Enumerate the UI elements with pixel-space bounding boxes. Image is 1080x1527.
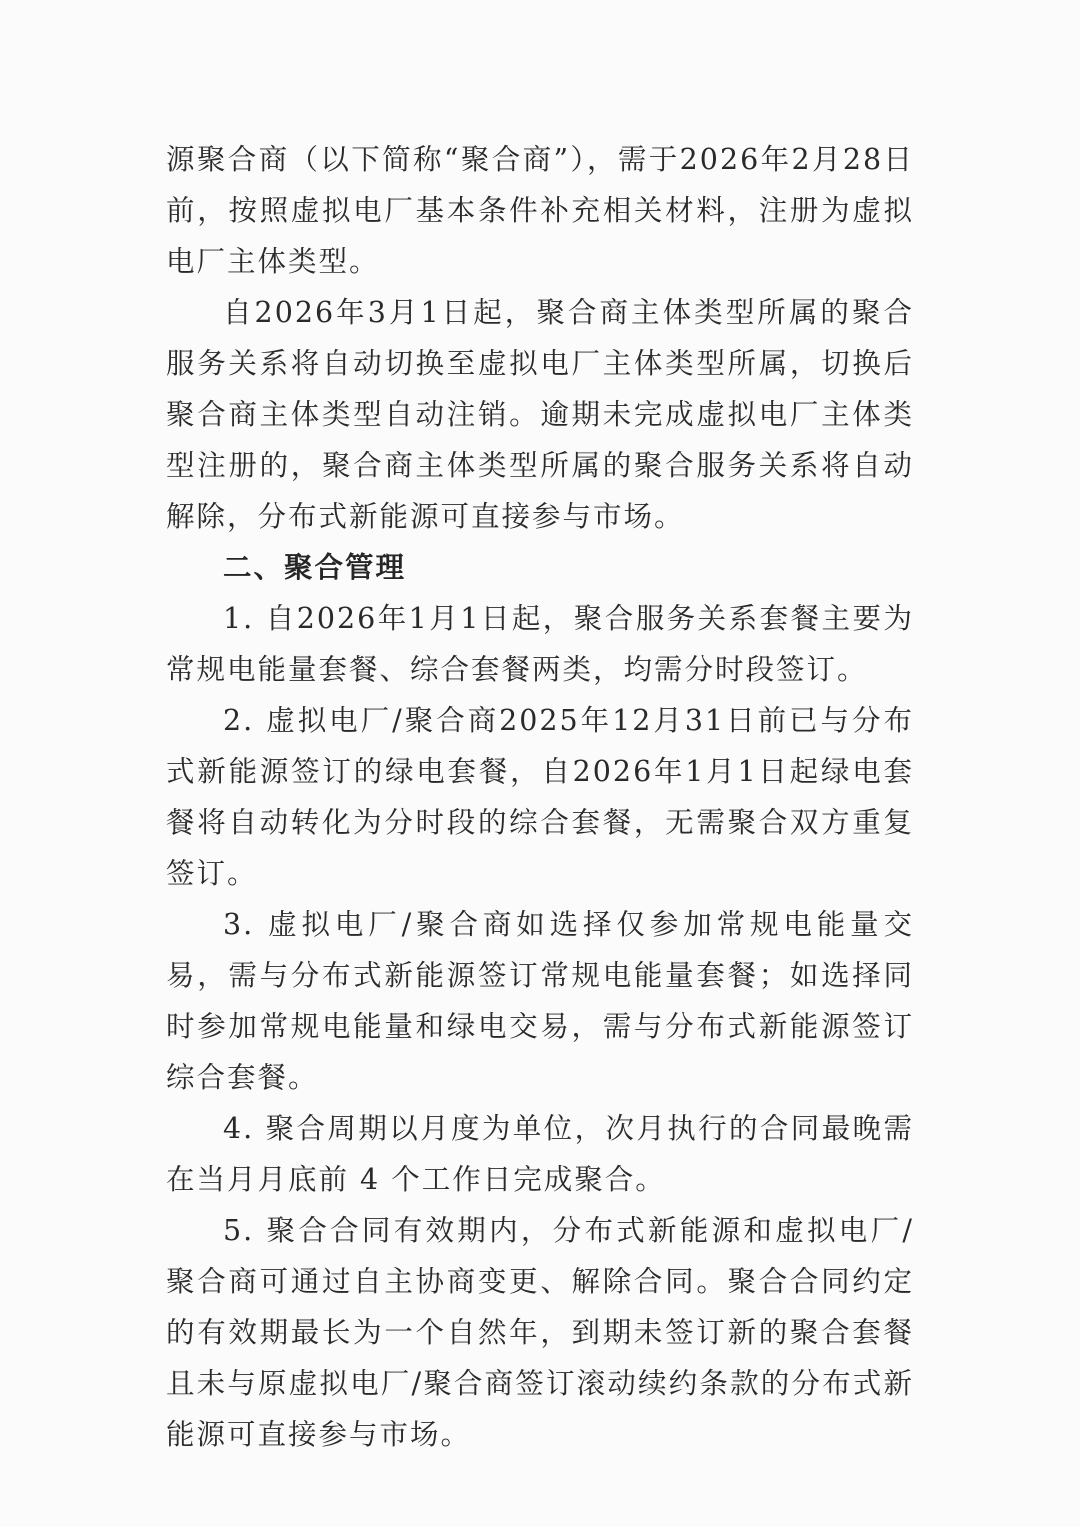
list-item-1: 1. 自2026年1月1日起，聚合服务关系套餐主要为常规电能量套餐、综合套餐两类，均需分时段签订。 — [166, 602, 914, 686]
section-heading: 二、聚合管理 — [223, 551, 407, 584]
list-item-5: 5. 聚合合同有效期内，分布式新能源和虚拟电厂/聚合商可通过自主协商变更、解除合同。聚合合同约定的有效期最长为一个自然年，到期未签订新的聚合套餐且未与原虚拟电厂/聚合商签订滚动续约条款的分布式新能源可直接参与市场。 — [166, 1214, 914, 1451]
list-item-2: 2. 虚拟电厂/聚合商2025年12月31日前已与分布式新能源签订的绿电套餐，自2026年1月1日起绿电套餐将自动转化为分时段的综合套餐，无需聚合双方重复签订。 — [166, 704, 915, 890]
paragraph-continuation: 源聚合商（以下简称“聚合商”），需于2026年2月28日前，按照虚拟电厂基本条件补充相关材料，注册为虚拟电厂主体类型。 — [166, 143, 914, 278]
document-body — [166, 134, 914, 1460]
list-item-4: 4. 聚合周期以月度为单位，次月执行的合同最晚需在当月月底前 4 个工作日完成聚合。 — [166, 1112, 914, 1196]
list-item-3: 3. 虚拟电厂/聚合商如选择仅参加常规电能量交易，需与分布式新能源签订常规电能量套餐；如选择同时参加常规电能量和绿电交易，需与分布式新能源签订综合套餐。 — [166, 908, 914, 1094]
paragraph-switch-rule: 自2026年3月1日起，聚合商主体类型所属的聚合服务关系将自动切换至虚拟电厂主体类型所属，切换后聚合商主体类型自动注销。逾期未完成虚拟电厂主体类型注册的，聚合商主体类型所属的聚合服务关系将自动解除，分布式新能源可直接参与市场。 — [166, 296, 914, 533]
